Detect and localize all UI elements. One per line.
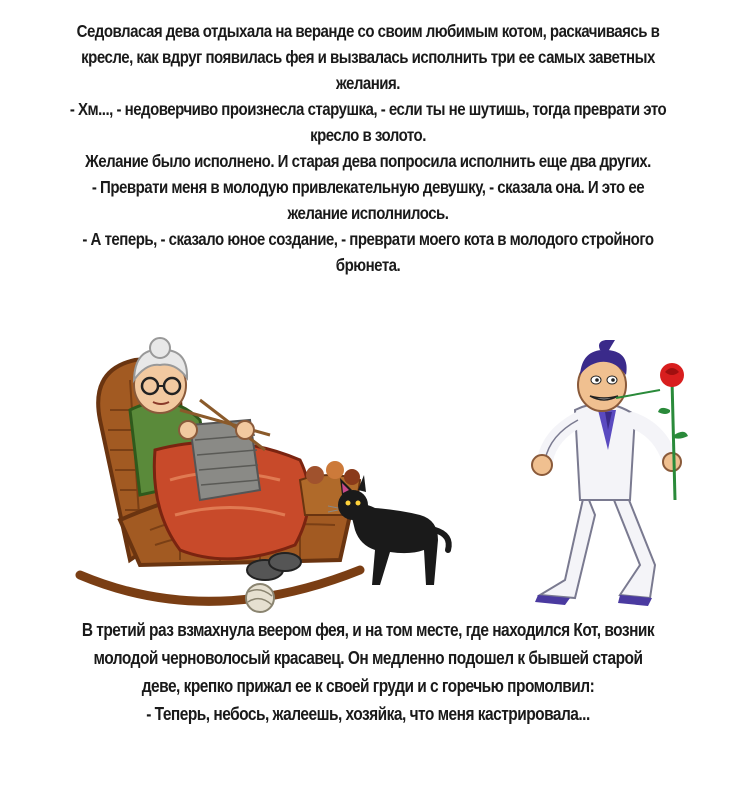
story-paragraph: - Преврати меня в молодую привлекательную девушку, - сказала она. И это ее желание исполнилось. <box>91 177 645 223</box>
story-paragraph: В третий раз взмахнула веером фея, и на том месте, где находился Кот, возник молодой черноволосый красавец. Он медленно подошел к бывшей старой деве, крепко прижал ее к своей груди и с горечью промолвил: <box>81 620 655 696</box>
story-text-bottom <box>77 616 658 728</box>
story-paragraph: Желание было исполнено. И старая дева попросила исполнить еще два других. <box>85 151 651 171</box>
story-paragraph: - Хм..., - недоверчиво произнесла старушка, - если ты не шутишь, тогда преврати это кресло в золото. <box>69 99 667 145</box>
man-in-white-suit-with-rose-illustration <box>520 340 710 620</box>
story-paragraph: - А теперь, - сказало юное создание, - преврати моего кота в молодого стройного брюнета. <box>82 229 654 275</box>
story-text-top <box>69 18 668 278</box>
story-paragraph: Седовласая дева отдыхала на веранде со своим любимым котом, раскачиваясь в кресле, как вдруг появилась фея и вызвалась исполнить три ее самых заветных желания. <box>76 21 660 93</box>
story-paragraph: - Теперь, небось, жалеешь, хозяйка, что меня кастрировала... <box>146 704 590 724</box>
black-cat-illustration <box>320 470 460 600</box>
